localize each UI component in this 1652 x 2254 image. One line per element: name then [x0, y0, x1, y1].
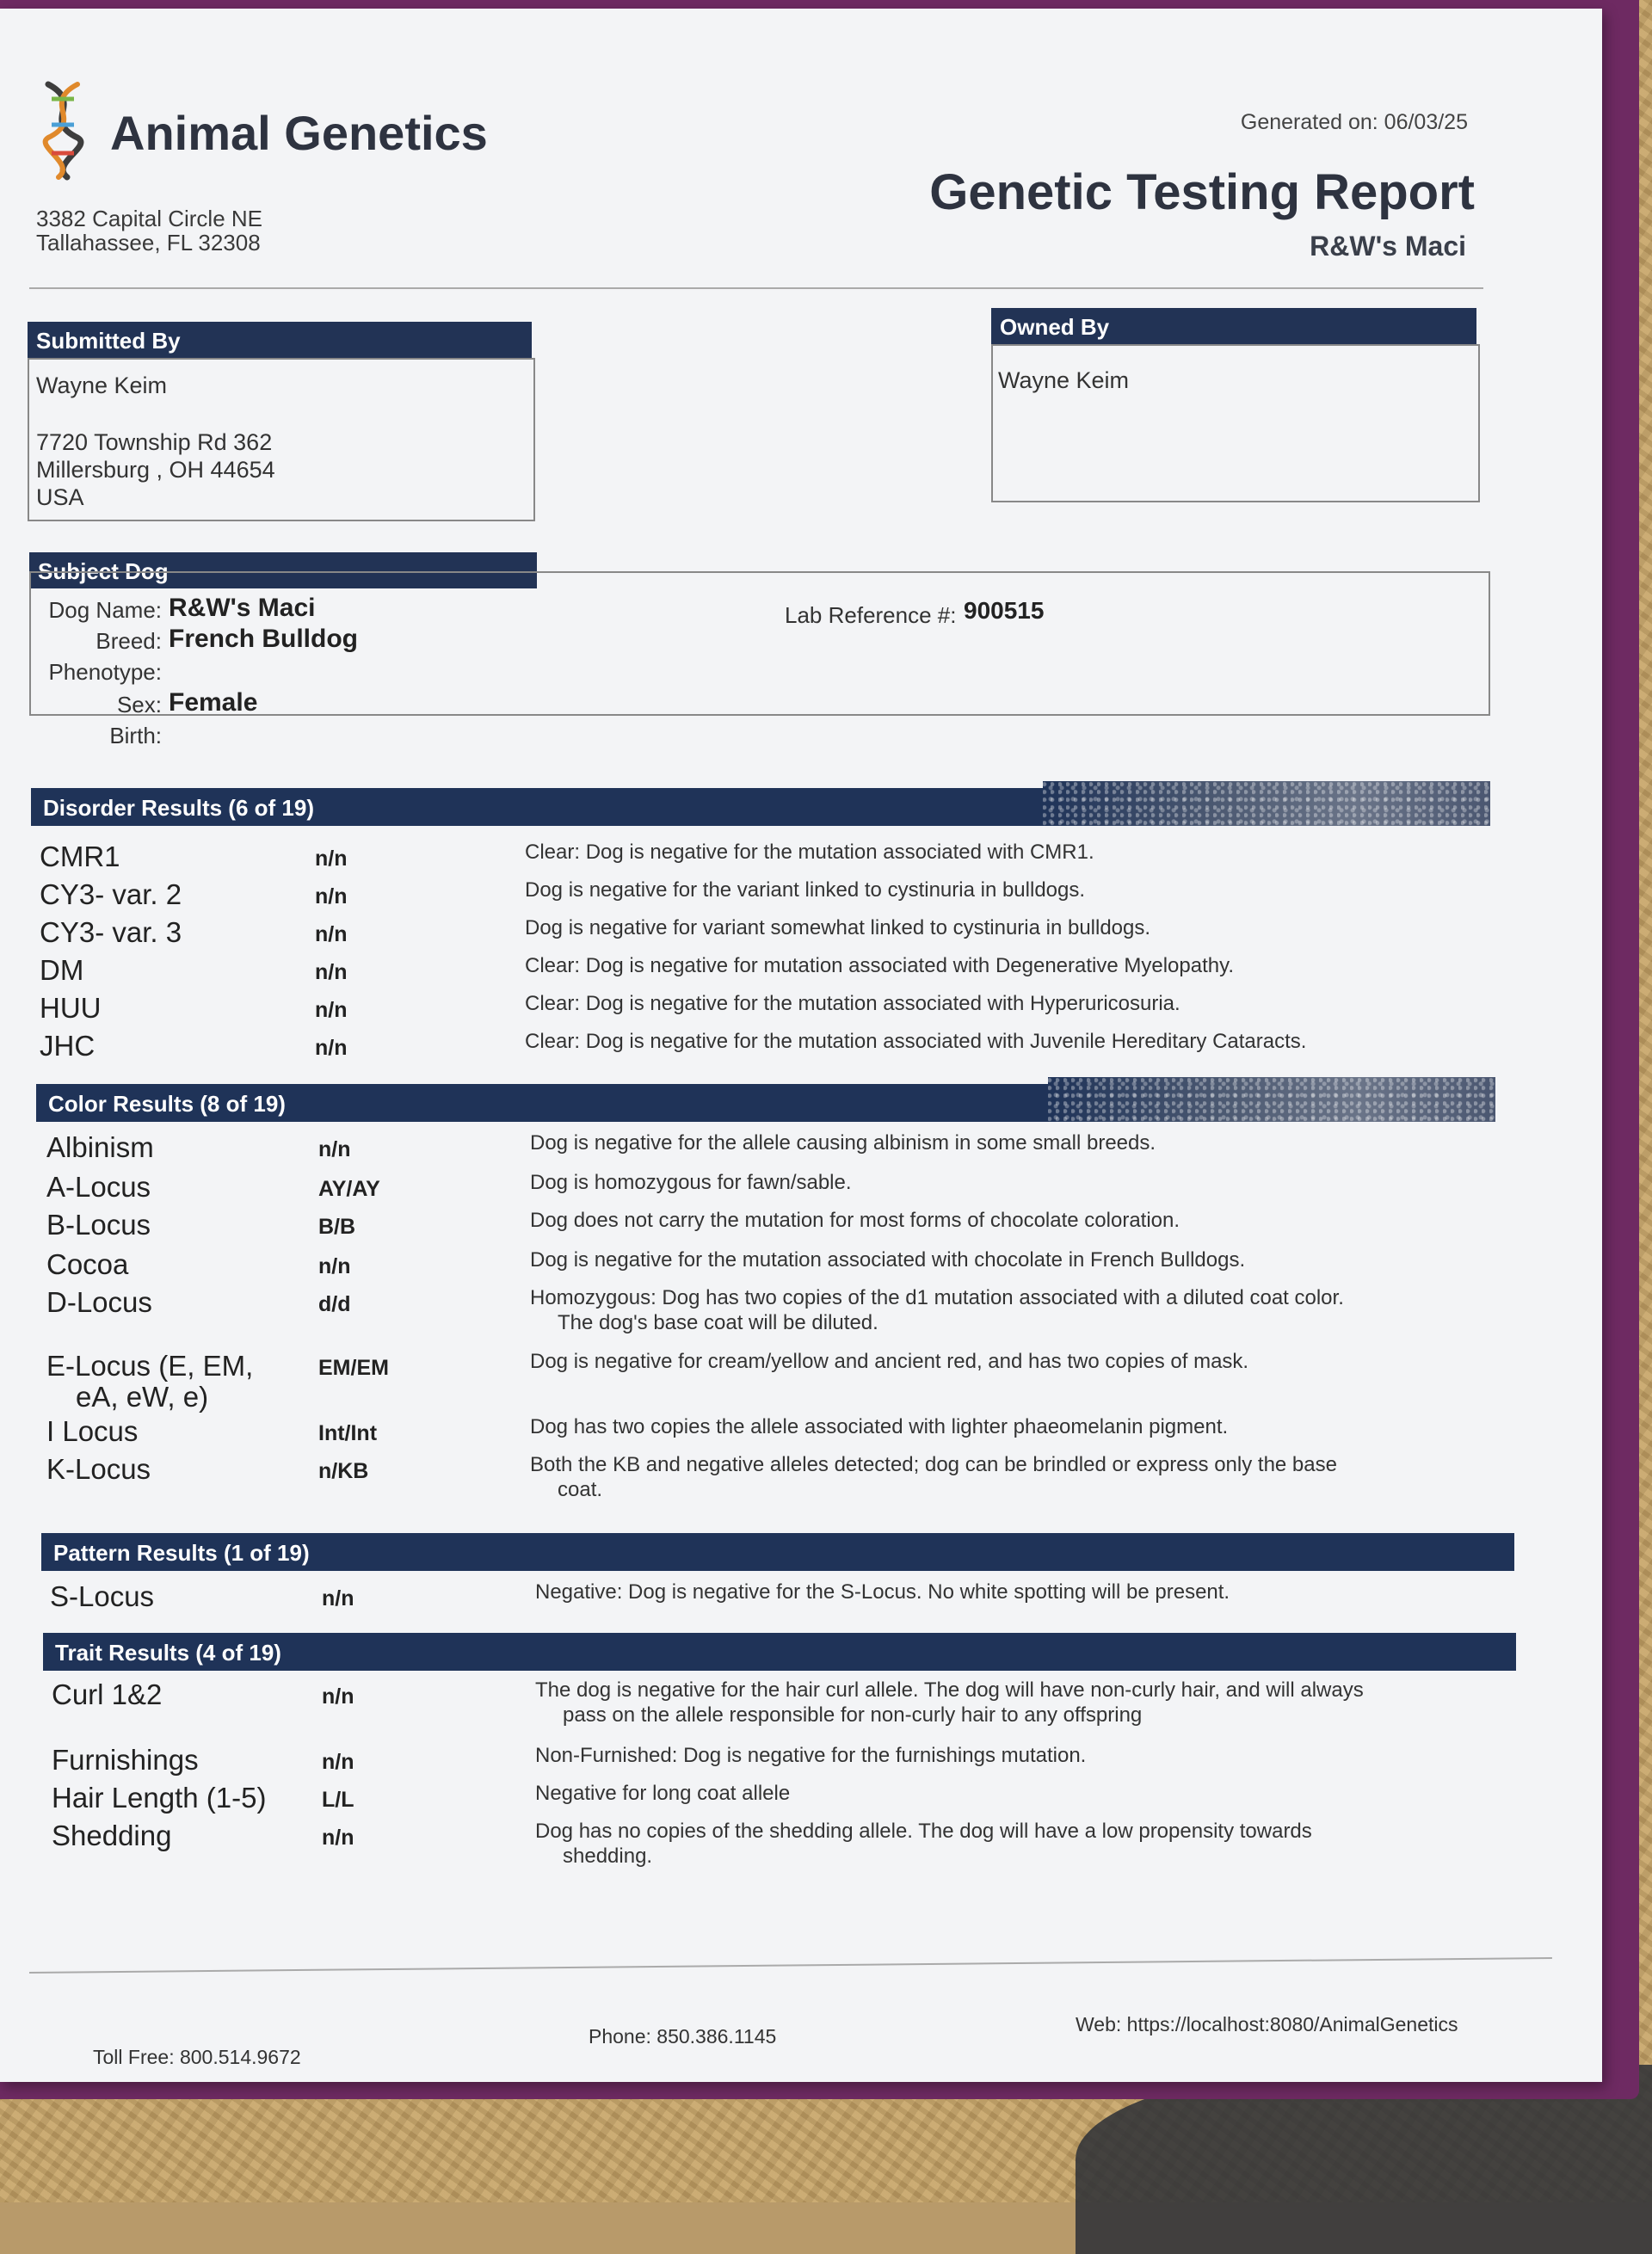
sex-label: Sex:: [116, 692, 162, 717]
description-line: Dog is negative for the allele causing albinism in some small breeds.: [530, 1131, 1156, 1155]
breed-label: Breed:: [96, 628, 162, 654]
description-line: pass on the allele responsible for non-curly hair to any offspring: [563, 1703, 1143, 1727]
disorder-results-title: Disorder Results (6 of 19): [43, 795, 314, 821]
result-locus-name: [40, 917, 182, 948]
result-genotype: AY/AY: [318, 1177, 380, 1201]
result-genotype: EM/EM: [318, 1356, 389, 1380]
locus-name-line: DM: [40, 954, 84, 986]
description-line: Clear: Dog is negative for mutation associated with Degenerative Myelopathy.: [525, 954, 1234, 977]
description-line: Negative for long coat allele: [535, 1782, 791, 1805]
result-locus-name: [52, 1783, 266, 1814]
report-title: Genetic Testing Report: [929, 164, 1475, 220]
locus-name-line: Shedding: [52, 1820, 172, 1851]
result-description: [525, 991, 1471, 1016]
sex-value: Female: [169, 688, 258, 717]
locus-name-line: Albinism: [46, 1131, 154, 1163]
birth-label: Birth:: [109, 723, 162, 748]
subject-dog-header: Subject Dog: [29, 552, 537, 588]
result-description: [530, 1130, 1476, 1155]
phone: Phone: 850.386.1145: [589, 2025, 777, 2048]
locus-name-line: Cocoa: [46, 1248, 129, 1280]
dna-logo-icon: [33, 77, 93, 181]
lab-address: [36, 206, 262, 255]
result-locus-name: [46, 1454, 151, 1485]
print-texture: [1048, 1077, 1495, 1122]
result-description: [535, 1678, 1482, 1727]
result-locus-name: [52, 1745, 199, 1776]
result-description: [530, 1247, 1476, 1272]
description-line: Clear: Dog is negative for the mutation associated with CMR1.: [525, 841, 1094, 864]
result-locus-name: [40, 955, 83, 986]
locus-name-line: D-Locus: [46, 1286, 152, 1318]
result-locus-name: [52, 1820, 171, 1851]
result-description: [525, 878, 1471, 902]
locus-name-line: K-Locus: [46, 1453, 151, 1485]
description-line: Both the KB and negative alleles detected; dog can be brindled or express only the base: [530, 1453, 1337, 1476]
locus-name-line: Hair Length (1-5): [52, 1782, 267, 1814]
result-genotype: n/n: [315, 884, 348, 908]
submitter-name: Wayne Keim: [36, 373, 168, 398]
result-locus-name: [46, 1210, 151, 1241]
breed-value: French Bulldog: [169, 625, 358, 653]
submitted-by-content: [36, 372, 275, 511]
locus-name-line: CY3- var. 3: [40, 916, 182, 948]
result-genotype: n/n: [315, 922, 348, 946]
result-description: [530, 1285, 1476, 1335]
result-description: [530, 1414, 1476, 1439]
result-genotype: n/n: [322, 1750, 354, 1774]
color-results-bar: [36, 1084, 1495, 1122]
result-locus-name: [40, 841, 120, 872]
trait-results-bar: [43, 1633, 1516, 1671]
result-genotype: n/n: [315, 1036, 348, 1060]
phenotype-label: Phenotype:: [48, 659, 162, 685]
result-description: [530, 1349, 1476, 1374]
locus-name-line: JHC: [40, 1030, 96, 1062]
result-genotype: n/n: [315, 960, 348, 984]
result-description: [535, 1743, 1482, 1768]
result-description: [535, 1580, 1482, 1604]
description-line: The dog is negative for the hair curl allele. The dog will have non-curly hair, and will always: [535, 1678, 1364, 1702]
result-locus-name: [50, 1581, 154, 1612]
result-locus-name: [46, 1172, 151, 1203]
description-line: Dog is negative for the mutation associated with chocolate in French Bulldogs.: [530, 1248, 1246, 1272]
description-line: Dog has no copies of the shedding allele. The dog will have a low propensity towards: [535, 1820, 1312, 1843]
submitter-street: 7720 Township Rd 362: [36, 429, 273, 455]
description-line: Clear: Dog is negative for the mutation associated with Hyperuricosuria.: [525, 992, 1180, 1015]
result-locus-name: [46, 1287, 152, 1318]
web-address: Web: https://localhost:8080/AnimalGenetics: [1076, 2013, 1458, 2035]
result-description: [530, 1208, 1476, 1233]
description-line: Dog has two copies the allele associated with lighter phaeomelanin pigment.: [530, 1415, 1229, 1438]
description-line: Clear: Dog is negative for the mutation associated with Juvenile Hereditary Cataracts.: [525, 1030, 1307, 1053]
owner-name: Wayne Keim: [998, 367, 1130, 393]
dog-name-label: Dog Name:: [48, 597, 162, 623]
result-description: [525, 915, 1471, 940]
print-texture: [1043, 781, 1490, 826]
result-locus-name: [52, 1679, 162, 1710]
result-locus-name: [40, 993, 102, 1024]
locus-name-line: Furnishings: [52, 1744, 199, 1776]
pattern-results-title: Pattern Results (1 of 19): [53, 1540, 310, 1566]
result-locus-name: [46, 1416, 138, 1447]
result-locus-name: [40, 1031, 95, 1062]
result-genotype: n/n: [318, 1254, 351, 1278]
lab-ref-value: 900515: [964, 597, 1045, 624]
address-line-2: Tallahassee, FL 32308: [36, 230, 261, 256]
result-description: [525, 1029, 1471, 1054]
result-genotype: n/n: [318, 1137, 351, 1161]
generated-date: Generated on: 06/03/25: [1240, 110, 1468, 134]
owned-by-header: Owned By: [991, 308, 1476, 344]
submitter-city: Millersburg , OH 44654: [36, 457, 275, 483]
description-line: Non-Furnished: Dog is negative for the furnishings mutation.: [535, 1744, 1087, 1767]
result-description: [535, 1819, 1482, 1869]
result-genotype: Int/Int: [318, 1421, 378, 1445]
result-genotype: n/n: [315, 998, 348, 1022]
locus-name-line: E-Locus (E, EM,: [46, 1350, 254, 1382]
result-locus-name: [40, 879, 182, 910]
locus-name-line: S-Locus: [50, 1580, 155, 1612]
dog-name-value: R&W's Maci: [169, 594, 316, 622]
locus-name-line: CMR1: [40, 841, 120, 872]
lab-ref-label: Lab Reference #:: [785, 602, 957, 628]
description-line: coat.: [558, 1478, 603, 1501]
report-dog-name: R&W's Maci: [1310, 231, 1466, 262]
result-description: [525, 840, 1471, 865]
result-genotype: d/d: [318, 1292, 351, 1316]
result-description: [525, 953, 1471, 978]
result-genotype: n/n: [315, 847, 348, 871]
toll-free: Toll Free: 800.514.9672: [93, 2046, 301, 2068]
locus-name-line: CY3- var. 2: [40, 878, 182, 910]
brand-name: Animal Genetics: [110, 106, 488, 160]
result-genotype: L/L: [322, 1788, 354, 1812]
header-divider: [29, 287, 1483, 289]
color-results-title: Color Results (8 of 19): [48, 1091, 286, 1117]
description-line: Dog is negative for the variant linked to cystinuria in bulldogs.: [525, 878, 1086, 902]
description-line: shedding.: [563, 1844, 653, 1868]
disorder-results-bar: [31, 788, 1490, 826]
locus-name-line: eA, eW, e): [76, 1381, 209, 1413]
footer-divider: [29, 1957, 1552, 1974]
description-line: Dog is homozygous for fawn/sable.: [530, 1171, 852, 1194]
locus-name-line: A-Locus: [46, 1171, 151, 1203]
locus-name-line: Curl 1&2: [52, 1678, 163, 1710]
result-locus-name: [46, 1249, 128, 1280]
locus-name-line: HUU: [40, 992, 102, 1024]
description-line: The dog's base coat will be diluted.: [558, 1311, 878, 1334]
result-locus-name: [46, 1132, 154, 1163]
submitter-country: USA: [36, 484, 84, 510]
address-line-1: 3382 Capital Circle NE: [36, 206, 263, 231]
result-genotype: n/KB: [318, 1459, 369, 1483]
result-genotype: n/n: [322, 1684, 354, 1709]
report-page: [0, 9, 1602, 2082]
result-locus-name: [46, 1351, 253, 1413]
description-line: Dog is negative for variant somewhat linked to cystinuria in bulldogs.: [525, 916, 1151, 939]
description-line: Negative: Dog is negative for the S-Locus. No white spotting will be present.: [535, 1580, 1230, 1604]
result-genotype: n/n: [322, 1826, 354, 1850]
result-genotype: B/B: [318, 1215, 356, 1239]
pattern-results-bar: [41, 1533, 1514, 1571]
description-line: Dog is negative for cream/yellow and ancient red, and has two copies of mask.: [530, 1350, 1249, 1373]
locus-name-line: I Locus: [46, 1415, 139, 1447]
locus-name-line: B-Locus: [46, 1209, 151, 1241]
result-genotype: n/n: [322, 1586, 354, 1610]
trait-results-title: Trait Results (4 of 19): [55, 1640, 281, 1666]
description-line: Dog does not carry the mutation for most forms of chocolate coloration.: [530, 1209, 1180, 1232]
result-description: [530, 1452, 1476, 1502]
submitted-by-header: Submitted By: [28, 322, 532, 358]
description-line: Homozygous: Dog has two copies of the d1 mutation associated with a diluted coat color.: [530, 1286, 1344, 1309]
result-description: [530, 1170, 1476, 1195]
result-description: [535, 1781, 1482, 1806]
